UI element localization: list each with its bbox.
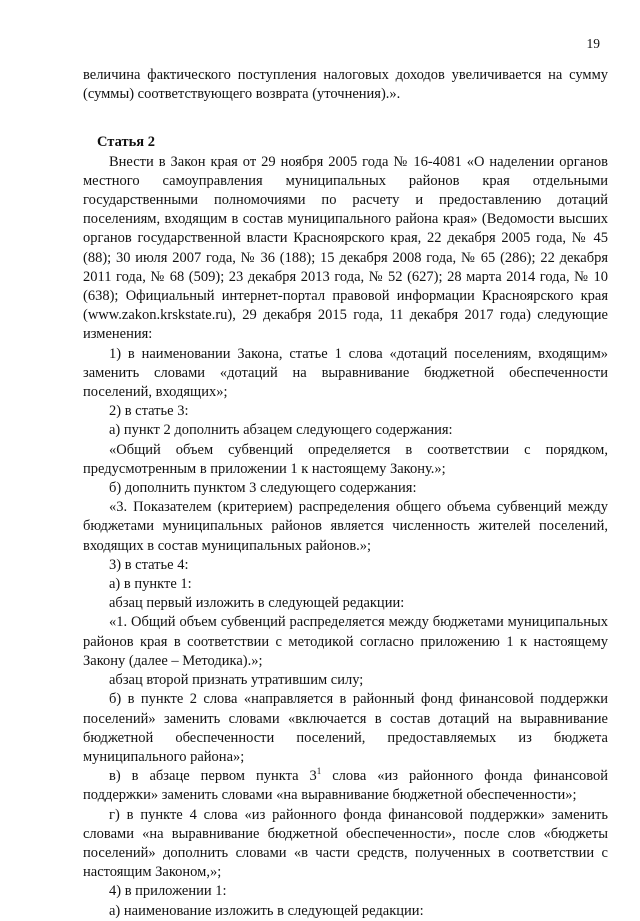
paragraph: «Общий объем субвенций определяется в соответствии с порядком, предусмотренным в приложении 1 к настоящему Закону.»; xyxy=(83,441,608,477)
paragraph xyxy=(83,767,608,805)
paragraph-part: в) в абзаце первом пункта 3 xyxy=(109,768,317,785)
document-body xyxy=(83,66,608,921)
paragraph: 2) в статье 3: xyxy=(109,403,189,420)
paragraph: абзац второй признать утратившим силу; xyxy=(109,672,364,689)
paragraph: «3. Показателем (критерием) распределения общего объема субвенций между бюджетами муниципальных районов является численность жителей поселений, входящих в состав муниципальных районов.»; xyxy=(83,499,608,554)
paragraph: 4) в приложении 1: xyxy=(109,883,227,900)
paragraph-part: слова «из районного фонда финансовой поддержки» заменить словами «на выравнивание бюджетной обеспеченности»; xyxy=(83,768,608,804)
paragraph: величина фактического поступления налоговых доходов увеличивается на сумму (суммы) соответствующего возврата (уточнения).». xyxy=(83,67,608,103)
paragraph: б) дополнить пунктом 3 следующего содержания: xyxy=(109,480,417,497)
page-number: 19 xyxy=(586,36,600,51)
paragraph: 1) в наименовании Закона, статье 1 слова «дотаций поселениям, входящим» заменить словами «дотаций на выравнивание бюджетной обеспеченности поселений, входящих»; xyxy=(83,345,608,401)
paragraph: а) пункт 2 дополнить абзацем следующего содержания: xyxy=(109,422,453,439)
superscript: 1 xyxy=(316,766,322,777)
paragraph: 3) в статье 4: xyxy=(109,556,189,573)
paragraph: «1. Общий объем субвенций распределяется между бюджетами муниципальных районов края в соответствии с методикой согласно приложению 1 к настоящему Закону (далее – Методика).»; xyxy=(83,614,608,669)
paragraph: б) в пункте 2 слова «направляется в районный фонд финансовой поддержки поселений» заменить словами «включается в состав дотаций на выравнивание бюджетной обеспеченности поселений, предоставляемых из бюджета муниципального района»; xyxy=(83,691,608,765)
paragraph: абзац первый изложить в следующей редакции: xyxy=(109,595,405,612)
paragraph: Внести в Закон края от 29 ноября 2005 года № 16-4081 «О наделении органов местного самоуправления муниципальных районов края отдельными государственными полномочиями по расчету и предоставлению дотаций поселениям, входящим в состав муниципального района края» (Ведомости высших органов государственной власти Красноярского края, 22 декабря 2005 года, № 45 (88); 30 июля 2007 года, № 36 (188); 15 декабря 2008 года, № 65 (286); 22 декабря 2011 года, № 68 (509); 23 декабря 2013 года, № 52 (627); 28 марта 2014 года, № 10 (638); Официальный интернет-портал правовой информации Красноярского края (www.zakon.krskstate.ru), 29 декабря 2015 года, 11 декабря 2017 года) следующие изменения: xyxy=(83,153,608,343)
paragraph: г) в пункте 4 слова «из районного фонда финансовой поддержки» заменить словами «на выравнивание бюджетной обеспеченности», после слов «бюджеты поселений» дополнить словами «в части средств, полученных в соответствии с настоящим Законом,»; xyxy=(83,806,608,881)
paragraph: а) наименование изложить в следующей редакции: xyxy=(109,902,424,919)
article-heading: Статья 2 xyxy=(97,134,155,151)
paragraph: а) в пункте 1: xyxy=(109,576,192,593)
